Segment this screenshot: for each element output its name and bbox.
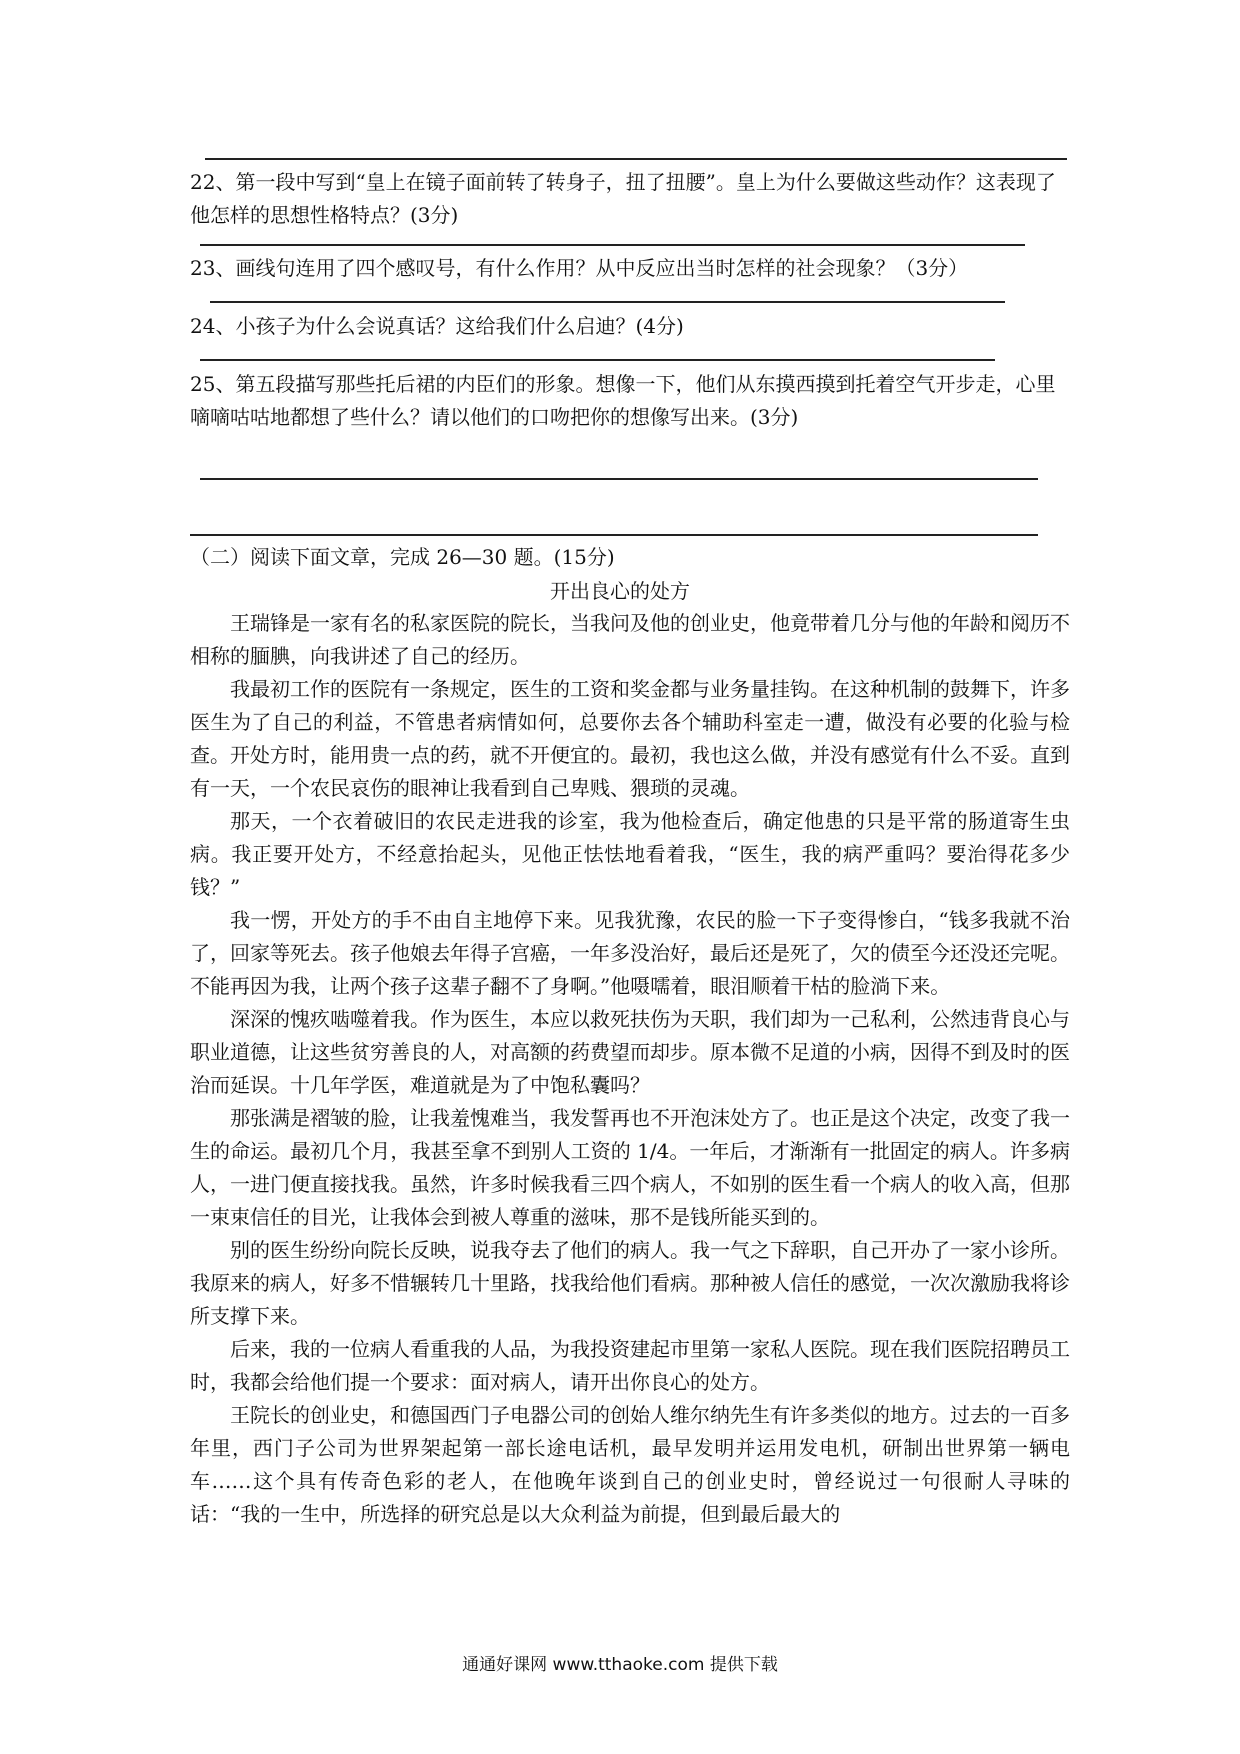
answer-line bbox=[200, 244, 1025, 246]
paragraph: 我一愣，开处方的手不由自主地停下来。见我犹豫，农民的脸一下子变得惨白，“钱多我就不治了，回家等死去。孩子他娘去年得子宫癌，一年多没治好，最后还是死了，欠的债至今还没还完呢。不能再因为我，让两个孩子这辈子翻不了身啊。”他嗫嚅着，眼泪顺着干枯的脸淌下来。 bbox=[190, 908, 1070, 998]
paragraph: 那天，一个衣着破旧的农民走进我的诊室，我为他检查后，确定他患的只是平常的肠道寄生虫病。我正要开处方，不经意抬起头，见他正怯怯地看着我，“医生，我的病严重吗？要治得花多少钱？” bbox=[190, 809, 1070, 899]
page-footer: 通通好课网 www.tthaoke.com 提供下载 bbox=[462, 1655, 778, 1675]
question-text: 22、第一段中写到“皇上在镜子面前转了转身子，扭了扭腰”。皇上为什么要做这些动作？这表现了他怎样的思想性格特点？(3分) bbox=[190, 170, 1056, 227]
paragraph: 别的医生纷纷向院长反映，说我夺去了他们的病人。我一气之下辞职，自己开办了一家小诊所。我原来的病人，好多不惜辗转几十里路，找我给他们看病。那种被人信任的感觉，一次次激励我将诊所支撑下来。 bbox=[190, 1238, 1070, 1328]
question-text: 25、第五段描写那些托后裙的内臣们的形象。想像一下，他们从东摸西摸到托着空气开步走，心里嘀嘀咕咕地都想了些什么？请以他们的口吻把你的想像写出来。(3分) bbox=[190, 372, 1056, 429]
paragraph: 那张满是褶皱的脸，让我羞愧难当，我发誓再也不开泡沫处方了。也正是这个决定，改变了我一生的命运。最初几个月，我甚至拿不到别人工资的 1/4。一年后，才渐渐有一批固定的病人。许多病人，一进门便直接找我。虽然，许多时候我看三四个病人，不如别的医生看一个病人的收入高，但那一束束信任的目光，让我体会到被人尊重的滋味，那不是钱所能买到的。 bbox=[190, 1106, 1070, 1229]
answer-line bbox=[205, 158, 1067, 160]
paragraph: 王院长的创业史，和德国西门子电器公司的创始人维尔纳先生有许多类似的地方。过去的一百多年里，西门子公司为世界架起第一部长途电话机，最早发明并运用发电机，研制出世界第一辆电车……这个具有传奇色彩的老人，在他晚年谈到自己的创业史时，曾经说过一句很耐人寻味的话：“我的一生中，所选择的研究总是以大众利益为前提，但到最后最大的 bbox=[190, 1403, 1070, 1526]
question-25 bbox=[190, 368, 1070, 434]
answer-line bbox=[190, 534, 1038, 536]
answer-line bbox=[200, 359, 995, 361]
question-text: 24、小孩子为什么会说真话？这给我们什么启迪？(4分) bbox=[190, 314, 684, 338]
answer-line bbox=[210, 301, 1005, 303]
section-heading: （二）阅读下面文章，完成 26—30 题。(15分) bbox=[190, 545, 615, 569]
paragraph: 我最初工作的医院有一条规定，医生的工资和奖金都与业务量挂钩。在这种机制的鼓舞下，许多医生为了自己的利益，不管患者病情如何，总要你去各个辅助科室走一遭，做没有必要的化验与检查。开处方时，能用贵一点的药，就不开便宜的。最初，我也这么做，并没有感觉有什么不妥。直到有一天，一个农民哀伤的眼神让我看到自己卑贱、猥琐的灵魂。 bbox=[190, 677, 1070, 800]
question-23 bbox=[190, 252, 1070, 285]
question-22 bbox=[190, 166, 1070, 232]
paragraph: 深深的愧疚啮噬着我。作为医生，本应以救死扶伤为天职，我们却为一己私利，公然违背良心与职业道德，让这些贫穷善良的人，对高额的药费望而却步。原本微不足道的小病，因得不到及时的医治而延误。十几年学医，难道就是为了中饱私囊吗？ bbox=[190, 1007, 1070, 1097]
question-text: 23、画线句连用了四个感叹号，有什么作用？从中反应出当时怎样的社会现象？（3分） bbox=[190, 256, 969, 280]
article-body bbox=[190, 607, 1070, 1531]
article-title: 开出良心的处方 bbox=[550, 579, 690, 603]
answer-line bbox=[200, 478, 1038, 480]
paragraph: 王瑞锋是一家有名的私家医院的院长，当我问及他的创业史，他竟带着几分与他的年龄和阅历不相称的腼腆，向我讲述了自己的经历。 bbox=[190, 611, 1070, 668]
question-24 bbox=[190, 310, 1070, 343]
paragraph: 后来，我的一位病人看重我的人品，为我投资建起市里第一家私人医院。现在我们医院招聘员工时，我都会给他们提一个要求：面对病人，请开出你良心的处方。 bbox=[190, 1337, 1070, 1394]
